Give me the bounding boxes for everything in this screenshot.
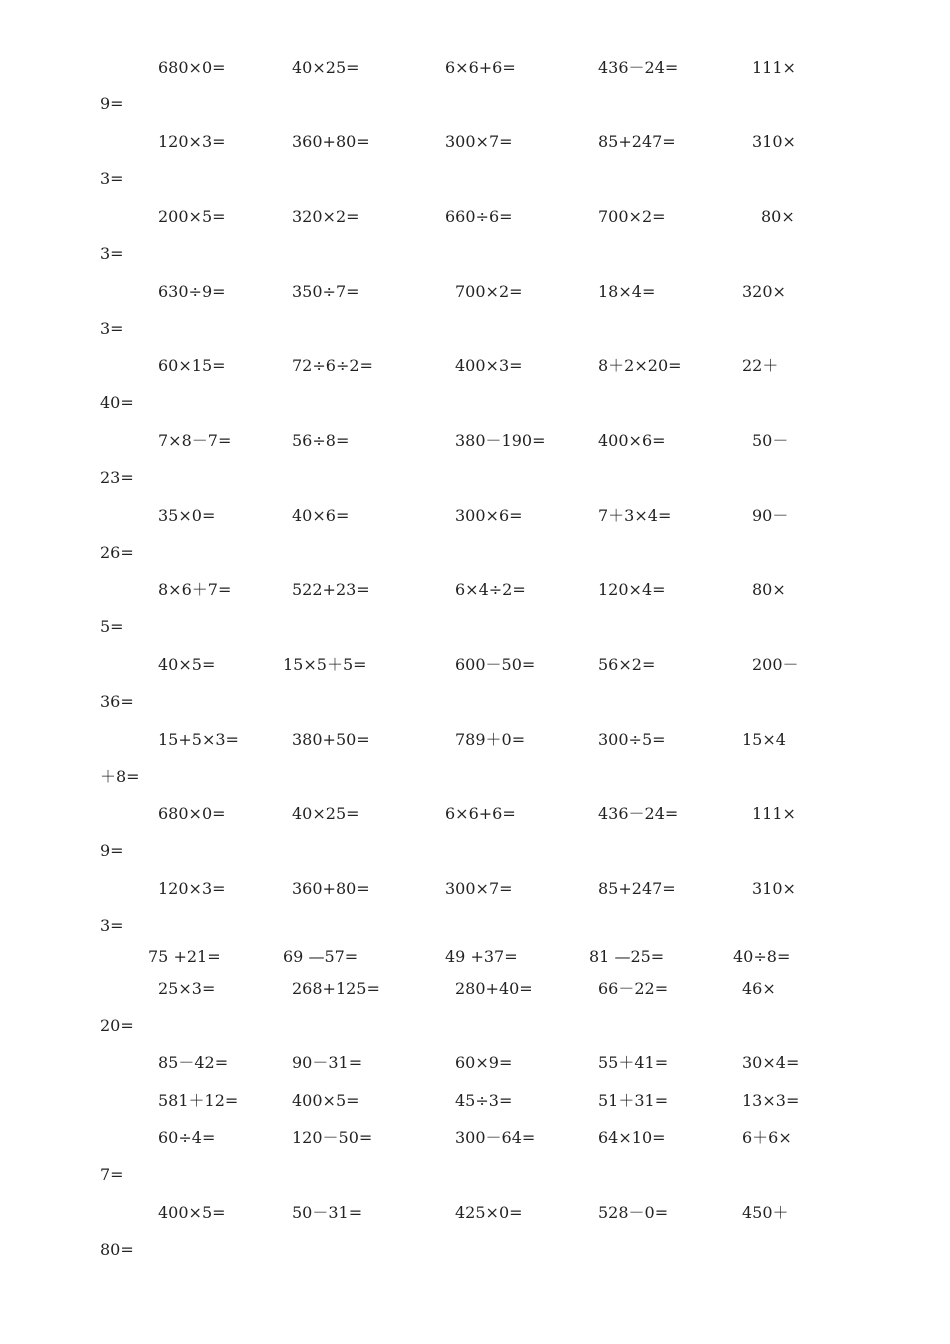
problem-r1-c2: 40×25= xyxy=(292,58,360,77)
problem-r10-c1: 15+5×3= xyxy=(158,730,239,749)
problem-r3-c5: 80× xyxy=(761,207,795,226)
problem-r9-c3: 600－50= xyxy=(455,655,536,674)
problem-r15-c3: 60×9= xyxy=(455,1053,513,1072)
problem-r7-c1: 35×0= xyxy=(158,506,216,525)
problem-r13-c3: 49 +37= xyxy=(445,947,518,966)
problem-r4-c5: 320× xyxy=(742,282,786,301)
problem-r2-c3: 300×7= xyxy=(445,132,513,151)
problem-r2-c4: 85+247= xyxy=(598,132,676,151)
problem-r1-c3: 6×6+6= xyxy=(445,58,516,77)
problem-r3-c3: 660÷6= xyxy=(445,207,513,226)
problem-r11-c1: 680×0= xyxy=(158,804,226,823)
problem-r9-c1: 40×5= xyxy=(158,655,216,674)
problem-wrap-r6: 23= xyxy=(100,468,134,487)
problem-r17-c5: 6＋6× xyxy=(742,1128,792,1147)
problem-r10-c5: 15×4 xyxy=(742,730,786,749)
problem-wrap-r7: 26= xyxy=(100,543,134,562)
problem-r16-c3: 45÷3= xyxy=(455,1091,513,1110)
problem-r10-c4: 300÷5= xyxy=(598,730,666,749)
problem-r17-c2: 120－50= xyxy=(292,1128,373,1147)
problem-r12-c1: 120×3= xyxy=(158,879,226,898)
problem-wrap-r10: ＋8= xyxy=(100,767,140,786)
problem-r17-c4: 64×10= xyxy=(598,1128,666,1147)
problem-r8-c3: 6×4÷2= xyxy=(455,580,526,599)
problem-r17-c1: 60÷4= xyxy=(158,1128,216,1147)
problem-wrap-r12: 3= xyxy=(100,916,124,935)
problem-r8-c4: 120×4= xyxy=(598,580,666,599)
problem-r18-c2: 50－31= xyxy=(292,1203,363,1222)
problem-r9-c4: 56×2= xyxy=(598,655,656,674)
problem-r2-c1: 120×3= xyxy=(158,132,226,151)
problem-wrap-r3: 3= xyxy=(100,244,124,263)
problem-r15-c1: 85－42= xyxy=(158,1053,229,1072)
problem-r7-c2: 40×6= xyxy=(292,506,350,525)
problem-r13-c2: 69 —57= xyxy=(283,947,359,966)
problem-r16-c1: 581＋12= xyxy=(158,1091,239,1110)
problem-wrap-r2: 3= xyxy=(100,169,124,188)
problem-r4-c2: 350÷7= xyxy=(292,282,360,301)
problem-wrap-r8: 5= xyxy=(100,617,124,636)
problem-r10-c2: 380+50= xyxy=(292,730,370,749)
problem-r9-c5: 200－ xyxy=(752,655,799,674)
problem-wrap-r4: 3= xyxy=(100,319,124,338)
problem-r13-c4: 81 —25= xyxy=(589,947,665,966)
problem-r1-c4: 436－24= xyxy=(598,58,679,77)
problem-r6-c1: 7×8－7= xyxy=(158,431,232,450)
problem-r11-c3: 6×6+6= xyxy=(445,804,516,823)
problem-r3-c4: 700×2= xyxy=(598,207,666,226)
problem-r13-c5: 40÷8= xyxy=(733,947,791,966)
problem-r6-c5: 50－ xyxy=(752,431,789,450)
problem-r6-c4: 400×6= xyxy=(598,431,666,450)
problem-r18-c4: 528－0= xyxy=(598,1203,669,1222)
problem-r8-c1: 8×6＋7= xyxy=(158,580,232,599)
problem-wrap-r1: 9= xyxy=(100,94,124,113)
problem-wrap-r5: 40= xyxy=(100,393,134,412)
problem-r11-c5: 111× xyxy=(752,804,796,823)
problem-r2-c5: 310× xyxy=(752,132,796,151)
problem-r18-c1: 400×5= xyxy=(158,1203,226,1222)
problem-r12-c5: 310× xyxy=(752,879,796,898)
problem-r11-c4: 436－24= xyxy=(598,804,679,823)
problem-r16-c5: 13×3= xyxy=(742,1091,800,1110)
problem-r11-c2: 40×25= xyxy=(292,804,360,823)
problem-r7-c4: 7＋3×4= xyxy=(598,506,672,525)
problem-r15-c4: 55＋41= xyxy=(598,1053,669,1072)
problem-r2-c2: 360+80= xyxy=(292,132,370,151)
problem-r9-c2: 15×5＋5= xyxy=(283,655,367,674)
problem-r18-c5: 450＋ xyxy=(742,1203,789,1222)
problem-r12-c2: 360+80= xyxy=(292,879,370,898)
problem-r6-c3: 380－190= xyxy=(455,431,546,450)
problem-r14-c5: 46× xyxy=(742,979,776,998)
problem-r3-c1: 200×5= xyxy=(158,207,226,226)
problem-r12-c3: 300×7= xyxy=(445,879,513,898)
problem-r4-c3: 700×2= xyxy=(455,282,523,301)
problem-r16-c2: 400×5= xyxy=(292,1091,360,1110)
problem-r4-c4: 18×4= xyxy=(598,282,656,301)
problem-r4-c1: 630÷9= xyxy=(158,282,226,301)
problem-r8-c5: 80× xyxy=(752,580,786,599)
problem-r18-c3: 425×0= xyxy=(455,1203,523,1222)
problem-wrap-r9: 36= xyxy=(100,692,134,711)
problem-r14-c4: 66－22= xyxy=(598,979,669,998)
problem-r1-c1: 680×0= xyxy=(158,58,226,77)
problem-r14-c1: 25×3= xyxy=(158,979,216,998)
problem-wrap-r14: 20= xyxy=(100,1016,134,1035)
problem-r14-c3: 280+40= xyxy=(455,979,533,998)
problem-r5-c4: 8＋2×20= xyxy=(598,356,682,375)
problem-r5-c5: 22＋ xyxy=(742,356,779,375)
problem-wrap-r11: 9= xyxy=(100,841,124,860)
problem-r17-c3: 300－64= xyxy=(455,1128,536,1147)
problem-wrap-r17: 7= xyxy=(100,1165,124,1184)
problem-r6-c2: 56÷8= xyxy=(292,431,350,450)
problem-r5-c2: 72÷6÷2= xyxy=(292,356,373,375)
problem-r16-c4: 51＋31= xyxy=(598,1091,669,1110)
problem-r5-c1: 60×15= xyxy=(158,356,226,375)
problem-r14-c2: 268+125= xyxy=(292,979,380,998)
problem-r3-c2: 320×2= xyxy=(292,207,360,226)
problem-r5-c3: 400×3= xyxy=(455,356,523,375)
problem-r15-c2: 90－31= xyxy=(292,1053,363,1072)
problem-r13-c1: 75 +21= xyxy=(148,947,221,966)
problem-r15-c5: 30×4= xyxy=(742,1053,800,1072)
problem-r7-c3: 300×6= xyxy=(455,506,523,525)
problem-r8-c2: 522+23= xyxy=(292,580,370,599)
problem-r12-c4: 85+247= xyxy=(598,879,676,898)
problem-r7-c5: 90－ xyxy=(752,506,789,525)
problem-r1-c5: 111× xyxy=(752,58,796,77)
problem-r10-c3: 789＋0= xyxy=(455,730,526,749)
problem-wrap-r18: 80= xyxy=(100,1240,134,1259)
